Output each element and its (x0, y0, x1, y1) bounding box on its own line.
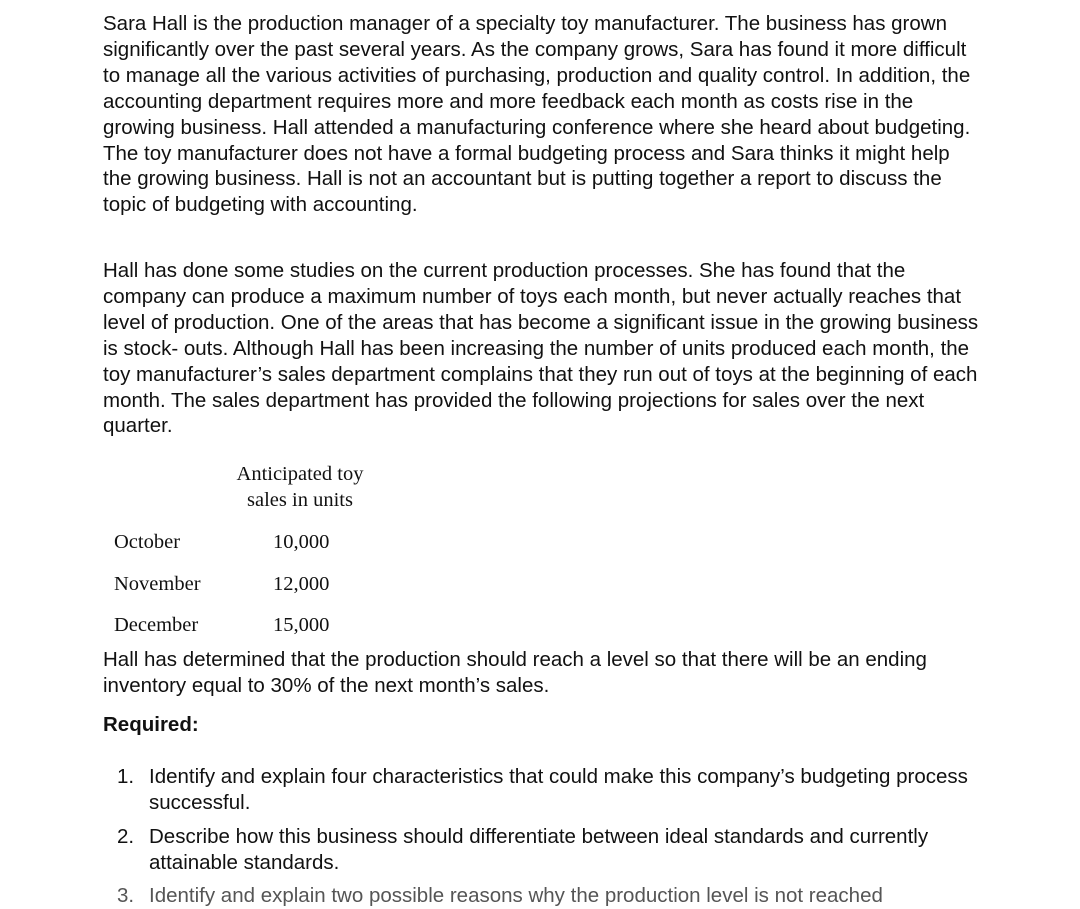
required-heading: Required: (103, 713, 199, 736)
row-month-october: October (114, 531, 181, 553)
question-number: 1. (117, 765, 135, 788)
row-units-november: 12,000 (273, 573, 330, 595)
row-units-december: 15,000 (273, 614, 330, 636)
row-units-october: 10,000 (273, 531, 330, 553)
production-paragraph: Hall has done some studies on the current production processes. She has found that the company can produce a maximum number of toys each month, but never actually reaches that level of production. One of the areas that has become a significant issue in the growing business is stock- outs. Although Hall has been increasing the number of units produced each month, the toy manufacturer’s sales department complains that they run out of toys at the beginning of each month. The sales department has provided the following projections for sales over the next quarter. (103, 259, 979, 438)
table-header (210, 461, 390, 513)
question-text: Identify and explain four characteristics that could make this company’s budgeting process successful. (149, 765, 968, 814)
question-item-cut-off (103, 883, 983, 909)
row-month-december: December (114, 614, 199, 636)
question-number: 3. (117, 884, 135, 907)
table-header-line-1: Anticipated toy (236, 463, 364, 485)
question-number: 2. (117, 825, 135, 848)
question-text: Identify and explain two possible reasons why the production level is not reached (149, 884, 883, 907)
row-month-november: November (114, 573, 201, 595)
inventory-paragraph: Hall has determined that the production should reach a level so that there will be an ending inventory equal to 30% of the next month’s sales. (103, 648, 927, 697)
intro-paragraph: Sara Hall is the production manager of a specialty toy manufacturer. The business has grown significantly over the past several years. As the company grows, Sara has found it more difficult to manage all the various activities of purchasing, production and quality control. In addition, the accounting department requires more and more feedback each month as costs rise in the growing business. Hall attended a manufacturing conference where she heard about budgeting. The toy manufacturer does not have a formal budgeting process and Sara thinks it might help the growing business. Hall is not an accountant but is putting together a report to discuss the topic of budgeting with accounting. (103, 12, 971, 217)
question-text: Describe how this business should differentiate between ideal standards and currently attainable standards. (149, 825, 929, 874)
question-item (103, 824, 983, 876)
question-item (103, 764, 983, 816)
table-header-line-2: sales in units (247, 489, 353, 511)
